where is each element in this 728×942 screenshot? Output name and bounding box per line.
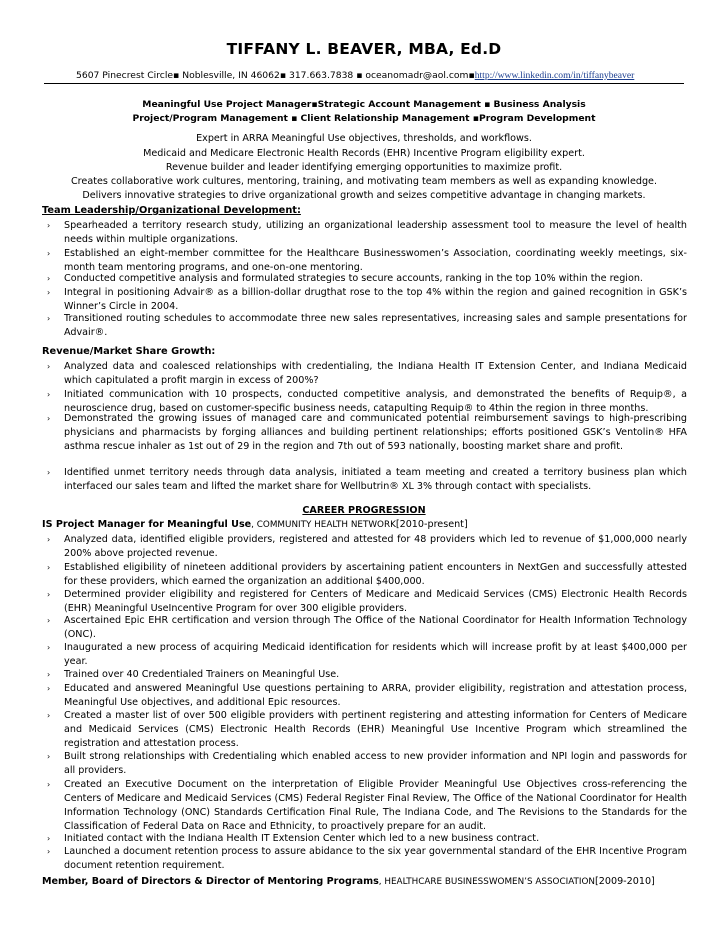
list-item: › Integral in positioning Advair® as a billion-dollar drugthat rose to the top 4% within the region and gained recognition in GSK’s Winner’s Circle in 2004. [47, 287, 687, 312]
bullet-marker: › [47, 468, 51, 477]
job-title: Member, Board of Directors & Director of Mentoring Programs [42, 876, 379, 887]
list-item: › Established an eight-member committee for the Healthcare Businesswomen’s Association, coordinating weekly meetings, six-month team mentoring programs, and one-on-one mentoring. [47, 248, 687, 273]
list-item: › Inaugurated a new process of acquiring Medicaid identification for residents which will increase profit by at least $400,000 per year. [47, 642, 687, 667]
job-dates: [2010-present] [395, 519, 468, 530]
list-item: › Established eligibility of nineteen additional providers by ascertaining patient encounters in NextGen and successfully attested for these providers, which earned the organization an additional $400,000. [47, 562, 687, 587]
bullet-marker: › [47, 249, 51, 258]
job-heading [42, 876, 655, 887]
job-organization: , HEALTHCARE BUSINESSWOMEN’S ASSOCIATION [378, 877, 596, 887]
headline-line-2: Project/Program Management ▪ Client Relationship Management ▪Program Development [132, 113, 596, 124]
bullet-marker: › [47, 684, 51, 693]
bullet-marker: › [47, 711, 51, 720]
list-item: › Demonstrated the growing issues of managed care and communicated potential reimbursement savings to high-prescribing physicians and pharmacists by forging alliances and building pertinent relationships; efforts positioned GSK’s Ventolin® HFA asthma rescue inhaler as 1st out of 29 in the region and 7th out of 593 nationally, boosting market share and profit. [47, 413, 687, 452]
bullet-marker: › [47, 616, 51, 625]
bullet-marker: › [47, 288, 51, 297]
linkedin-link[interactable]: http://www.linkedin.com/in/tiffanybeaver [474, 70, 635, 81]
job-organization: , COMMUNITY HEALTH NETWORK [251, 520, 396, 530]
summary-line: Creates collaborative work cultures, mentoring, training, and motivating team members as well as expanding knowledge. [70, 176, 657, 187]
bullet-marker: › [47, 643, 51, 652]
summary-line: Expert in ARRA Meaningful Use objectives, thresholds, and workflows. [196, 133, 532, 144]
job-heading [42, 519, 468, 530]
list-item: › Transitioned routing schedules to accommodate three new sales representatives, increasing sales and sample presentations for Advair®. [47, 313, 687, 338]
summary-line: Revenue builder and leader identifying emerging opportunities to maximize profit. [165, 162, 563, 173]
bullet-marker: › [47, 274, 51, 283]
bullet-marker: › [47, 563, 51, 572]
list-item: › Initiated communication with 10 prospects, conducted competitive analysis, and demonstrated the benefits of Requip®, a neuroscience drug, based on customer-specific business needs, catapulting Requip® to 4thin the region in three months. [47, 389, 687, 414]
candidate-name: TIFFANY L. BEAVER, MBA, Ed.D [226, 40, 502, 58]
bullet-marker: › [47, 752, 51, 761]
section-heading-team-leadership: Team Leadership/Organizational Development: [42, 205, 301, 216]
contact-line [76, 70, 634, 81]
list-item: › Built strong relationships with Credentialing which enabled access to new provider information and NPI login and passwords for all providers. [47, 751, 687, 776]
job-dates: [2009-2010] [595, 876, 655, 887]
bullet-marker: › [47, 362, 51, 371]
bullet-marker: › [47, 414, 51, 423]
list-item: › Spearheaded a territory research study, utilizing an organizational leadership assessment tool to measure the level of health needs within multiple organizations. [47, 220, 687, 245]
bullet-marker: › [47, 834, 51, 843]
headline-line-1: Meaningful Use Project Manager▪Strategic Account Management ▪ Business Analysis [142, 99, 586, 110]
list-item: › Launched a document retention process to assure abidance to the six year governmental standard of the EHR Incentive Program document retention requirement. [47, 846, 687, 871]
section-heading-revenue: Revenue/Market Share Growth: [42, 346, 216, 357]
list-item: › Analyzed data, identified eligible providers, registered and attested for 48 providers which led to revenue of $1,000,000 nearly 200% above projected revenue. [47, 534, 687, 559]
list-item: › Initiated contact with the Indiana Health IT Extension Center which led to a new business contract. [47, 833, 540, 844]
list-item: › Analyzed data and coalesced relationships with credentialing, the Indiana Health IT Extension Center, and Indiana Medicaid which capitulated a profit margin in excess of 200%? [47, 361, 687, 386]
contact-details: 5607 Pinecrest Circle▪ Noblesville, IN 46062▪ 317.663.7838 ▪ oceanomadr@aol.com▪ [76, 70, 475, 81]
summary-line: Medicaid and Medicare Electronic Health Records (EHR) Incentive Program eligibility expert. [143, 148, 585, 159]
bullet-marker: › [47, 390, 51, 399]
list-item: › Created an Executive Document on the interpretation of Eligible Provider Meaningful Use Objectives cross-referencing the Centers of Medicare and Medicaid Services (CMS) Federal Register Final Review, The Office of the National Coordinator for Health Information Technology (ONC) Standards Certification Final Rule, The Indiana Code, and The Revisions to the Standards for the Classification of Federal Data on Race and Ethnicity, to proactively prepare for an audit. [47, 779, 687, 832]
bullet-marker: › [47, 221, 51, 230]
list-item: › Trained over 40 Credentialed Trainers on Meaningful Use. [47, 669, 340, 680]
list-item: › Identified unmet territory needs through data analysis, initiated a team meeting and created a territory business plan which interfaced our sales team and lifted the market share for Wellbutrin® XL 3% through contact with specialists. [47, 467, 687, 492]
bullet-marker: › [47, 314, 51, 323]
list-item: › Determined provider eligibility and registered for Centers of Medicare and Medicaid Services (CMS) Electronic Health Records (EHR) Meaningful UseIncentive Program for over 300 eligible providers. [47, 589, 687, 614]
list-item: › Educated and answered Meaningful Use questions pertaining to ARRA, provider eligibility, registration and attestation process, Meaningful Use objectives, and additional Epic resources. [47, 683, 687, 708]
job-title: IS Project Manager for Meaningful Use [42, 519, 252, 530]
bullet-marker: › [47, 847, 51, 856]
list-item: › Ascertained Epic EHR certification and version through The Office of the National Coordinator for Health Information Technology (ONC). [47, 615, 687, 640]
list-item: › Conducted competitive analysis and formulated strategies to secure accounts, ranking in the top 10% within the region. [47, 273, 643, 284]
bullet-marker: › [47, 780, 51, 789]
bullet-marker: › [47, 535, 51, 544]
section-heading-career: CAREER PROGRESSION [302, 505, 426, 516]
bullet-marker: › [47, 590, 51, 599]
bullet-marker: › [47, 670, 51, 679]
list-item: › Created a master list of over 500 eligible providers with pertinent registering and attesting information for Centers of Medicare and Medicaid Services (CMS) Electronic Health Records (EHR) Meaningful Use Incentive Program which streamlined the registration and attestation process. [47, 710, 687, 749]
header-divider [44, 83, 684, 84]
summary-line: Delivers innovative strategies to drive organizational growth and seizes competitive advantage in changing markets. [82, 190, 646, 201]
